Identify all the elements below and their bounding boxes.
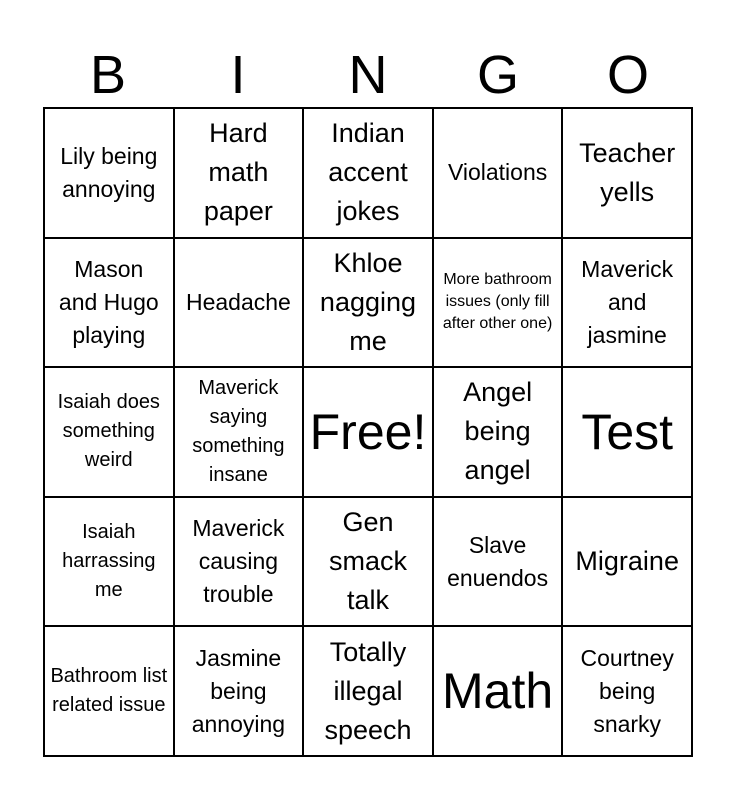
bingo-cell[interactable]	[174, 626, 304, 756]
bingo-cell[interactable]	[44, 626, 174, 756]
bingo-cell[interactable]	[562, 497, 692, 627]
bingo-cell[interactable]	[433, 497, 563, 627]
bingo-cell-text: Maverick causing trouble	[192, 515, 285, 608]
bingo-cell[interactable]	[174, 367, 304, 497]
bingo-cell-text: Indian accent jokes	[328, 118, 408, 227]
bingo-cell-text: Courtney being snarky	[580, 644, 674, 737]
header-letter-o: O	[606, 45, 649, 105]
bingo-cell[interactable]	[562, 626, 692, 756]
bingo-cell-text: Violations	[447, 159, 548, 186]
bingo-cell-text: Hard math paper	[203, 118, 273, 227]
header-letter-g: G	[476, 45, 519, 105]
bingo-cell[interactable]	[433, 367, 563, 497]
bingo-cell-text: Gen smack talk	[328, 507, 407, 616]
bingo-board	[43, 107, 693, 757]
bingo-cell-text: Maverick saying something insane	[192, 376, 285, 486]
bingo-cell[interactable]	[562, 238, 692, 368]
header-letter-n: N	[348, 45, 388, 105]
bingo-cell[interactable]	[303, 497, 433, 627]
bingo-cell-text: Isaiah harrassing me	[62, 521, 156, 602]
bingo-cell[interactable]	[303, 108, 433, 238]
bingo-header	[43, 42, 693, 108]
bingo-cell[interactable]	[433, 238, 563, 368]
bingo-cell[interactable]	[174, 108, 304, 238]
bingo-cell[interactable]	[174, 238, 304, 368]
bingo-cell[interactable]	[174, 497, 304, 627]
bingo-cell-text: Slave enuendos	[447, 531, 549, 591]
bingo-cell-text: Math	[442, 663, 554, 720]
bingo-cell-text: Headache	[185, 288, 291, 315]
bingo-cell[interactable]	[562, 108, 692, 238]
bingo-cell-text: More bathroom issues (only fill after other one)	[442, 271, 553, 333]
bingo-cell[interactable]	[433, 626, 563, 756]
bingo-cell[interactable]	[44, 238, 174, 368]
bingo-cell[interactable]	[303, 626, 433, 756]
bingo-cell-text: Isaiah does something weird	[57, 391, 160, 472]
bingo-cell[interactable]	[44, 108, 174, 238]
bingo-cell-text: Khloe nagging me	[319, 247, 417, 356]
bingo-cell-text: Mason and Hugo playing	[58, 255, 159, 348]
header-letter-i: I	[230, 45, 246, 105]
bingo-cell[interactable]	[433, 108, 563, 238]
bingo-cell[interactable]	[303, 238, 433, 368]
bingo-cell[interactable]	[44, 367, 174, 497]
bingo-cell-text: Totally illegal speech	[324, 636, 412, 745]
bingo-cell-free[interactable]	[303, 367, 433, 497]
bingo-cell-text: Jasmine being annoying	[191, 644, 286, 737]
bingo-cell-text: Migraine	[575, 546, 679, 577]
header-letter-b: B	[89, 45, 127, 105]
bingo-cell-text: Angel being angel	[463, 377, 533, 486]
bingo-cell-text: Teacher yells	[579, 137, 676, 207]
bingo-cell[interactable]	[44, 497, 174, 627]
bingo-cell-text: Lily being annoying	[60, 142, 158, 202]
bingo-cell[interactable]	[562, 367, 692, 497]
bingo-cell-text: Free!	[309, 403, 427, 460]
bingo-cell-text: Bathroom list related issue	[50, 665, 168, 717]
bingo-cell-text: Maverick and jasmine	[581, 255, 674, 348]
bingo-cell-text: Test	[581, 403, 674, 460]
